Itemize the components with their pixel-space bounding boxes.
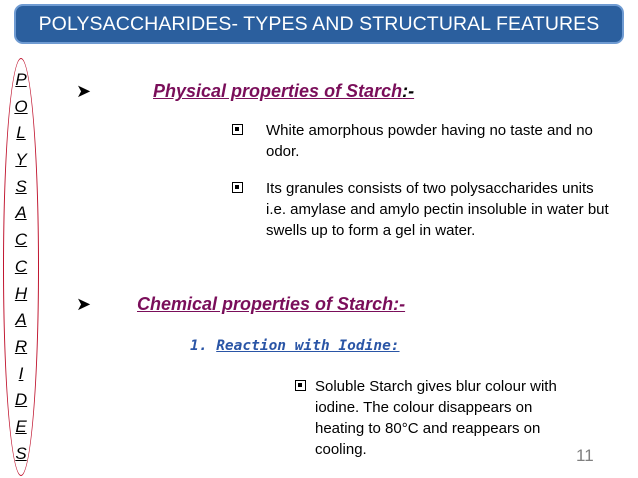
arrow-bullet-icon: ➤ xyxy=(76,294,92,314)
reaction-with-iodine-heading xyxy=(190,336,400,356)
side-letter: A xyxy=(15,310,27,330)
side-letter: H xyxy=(14,283,28,303)
physical-properties-heading xyxy=(153,80,414,102)
checkbox-bullet-icon xyxy=(232,182,243,193)
side-letter: A xyxy=(15,203,27,223)
side-letter: L xyxy=(16,123,26,143)
checkbox-bullet-icon xyxy=(232,124,243,135)
side-letter: P xyxy=(15,70,27,89)
list-item xyxy=(232,178,610,241)
chemical-bullet-1: Soluble Starch gives blur colour with iodine. The colour disappears on heating to 80°C and reappears on cooling. xyxy=(315,378,557,458)
side-letter: E xyxy=(15,416,27,436)
physical-bullet-2: Its granules consists of two polysaccharides units i.e. amylase and amylo pectin insoluble in water but swells up to form a gel in water. xyxy=(266,180,609,239)
slide-title: POLYSACCHARIDES- TYPES AND STRUCTURAL FEATURES xyxy=(14,4,624,44)
arrow-bullet-icon: ➤ xyxy=(76,81,92,101)
side-letter: D xyxy=(14,390,28,410)
side-letter: S xyxy=(15,443,27,463)
page-number: 11 xyxy=(576,446,594,465)
sub-heading-number: 1. xyxy=(190,338,208,354)
side-letter: C xyxy=(14,230,28,250)
side-vertical-word xyxy=(10,67,32,467)
list-item xyxy=(232,120,600,162)
side-letter: R xyxy=(14,336,28,356)
chemical-properties-heading xyxy=(137,293,405,315)
checkbox-bullet-icon xyxy=(295,380,306,391)
side-letter: C xyxy=(14,256,28,276)
chemical-heading-suffix: :- xyxy=(393,294,406,314)
side-letter: O xyxy=(14,96,28,116)
side-letter: Y xyxy=(15,150,27,170)
chemical-heading-text: Chemical properties of Starch xyxy=(137,294,394,314)
list-item xyxy=(295,376,585,460)
side-letter: S xyxy=(15,176,27,196)
physical-bullet-1: White amorphous powder having no taste and no odor. xyxy=(266,122,593,160)
sub-heading-label: Reaction with Iodine: xyxy=(216,338,400,354)
side-letter: I xyxy=(18,363,24,383)
physical-heading-suffix: :- xyxy=(402,81,415,101)
physical-heading-text: Physical properties of Starch xyxy=(153,81,403,101)
